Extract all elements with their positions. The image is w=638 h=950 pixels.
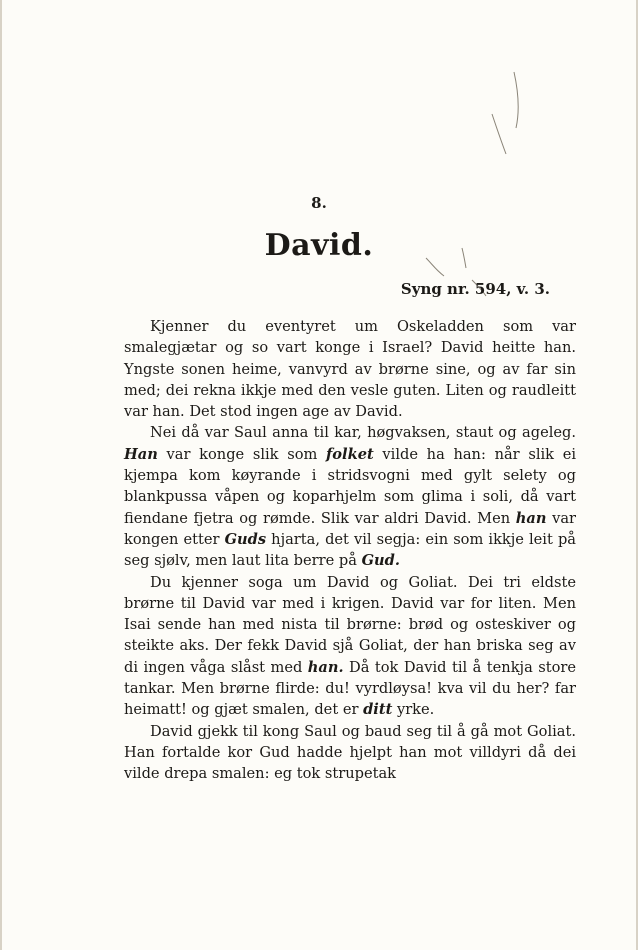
text-run: Du kjenner soga um David og Goliat. Dei tri eldste brørne til David var med i krigen. David var for liten. Men Isai sende han med nista til brørne: brød og osteskiver og steikte aks. Der fekk David sjå Goliat, der han briska seg av di ingen våga slåst med <box>124 573 576 676</box>
pencil-mark-top <box>484 70 524 160</box>
text-run: Kjenner du eventyret um Oskeladden som var smalegjætar og so vart konge i Israel? David heitte han. Yngste sonen heime, vanvyrd av brørne sine, og av far sin med; dei rekna ikkje med den vesle guten. Liten og raudleitt var han. Det stod ingen age av David. <box>124 318 576 421</box>
emphasis: ditt <box>363 701 393 719</box>
hymn-reference: Syng nr. 594, v. 3. <box>400 280 550 298</box>
text-run: hjarta, det vil segja: ein som ikkje leit på seg sjølv, men laut lita berre på <box>124 530 576 570</box>
emphasis: folket <box>326 445 374 463</box>
paragraph <box>124 316 576 422</box>
text-run: Då tok David til å tenkja store tankar. Men brørne flirde: du! vyrdløysa! kva vil du her? far heimatt! og gjæt smalen, det er <box>124 658 576 719</box>
text-run: David gjekk til kong Saul og baud seg til å gå mot Goliat. Han fortalde kor Gud hadde hjelpt han mot villdyri då dei vilde drepa smalen: eg tok strupetak <box>124 722 576 783</box>
text-run: var konge slik som <box>157 445 327 463</box>
emphasis: Guds <box>224 530 267 548</box>
emphasis: han. <box>307 658 344 676</box>
paragraph <box>124 572 576 721</box>
chapter-title: David. <box>264 228 374 263</box>
body-text <box>124 316 576 785</box>
paragraph <box>124 422 576 571</box>
emphasis: han <box>515 509 547 527</box>
text-run: Nei då var Saul anna til kar, høgvaksen, staut og ageleg. <box>150 424 576 442</box>
paragraph <box>124 721 576 785</box>
emphasis: Han <box>124 445 158 463</box>
text-run: var kongen etter <box>124 509 576 548</box>
text-run: vilde ha han: når slik ei kjempa kom køyrande i stridsvogni med gylt selety og blankpussa våpen og koparhjelm som glima i soli, då vart fiendane fjetra og rømde. Slik var aldri David. Men <box>124 445 576 527</box>
text-run: yrke. <box>392 701 435 719</box>
emphasis: Gud. <box>361 552 400 570</box>
chapter-number: 8. <box>311 194 327 212</box>
